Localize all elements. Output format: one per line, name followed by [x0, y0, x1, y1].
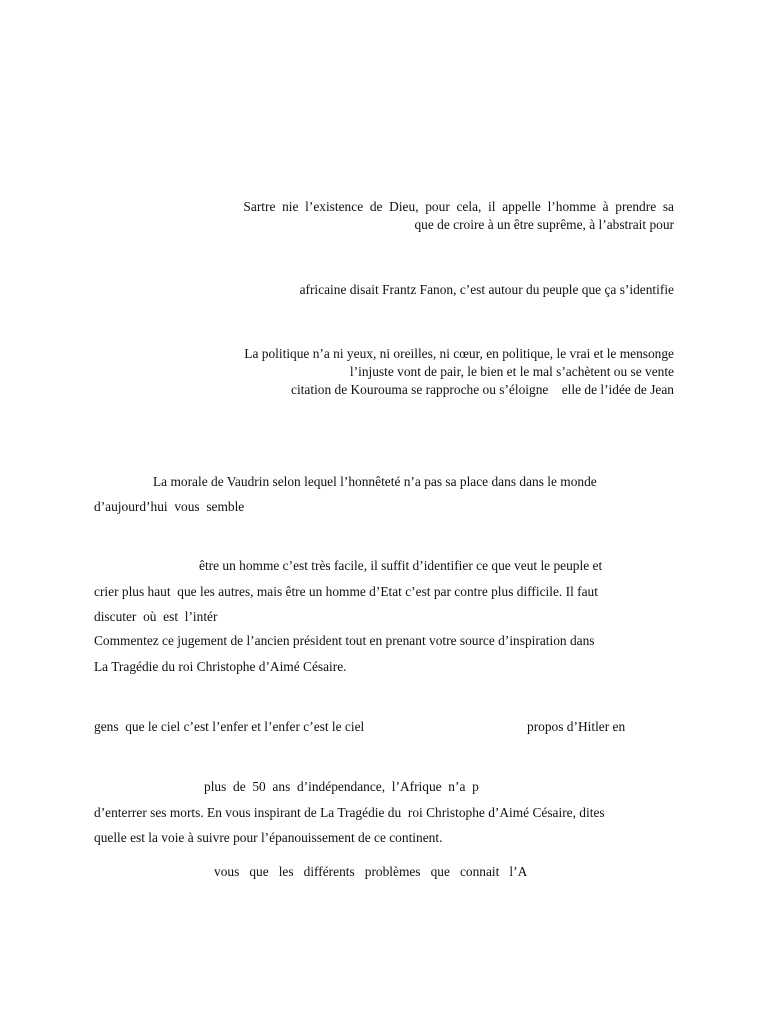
text-line: La politique n’a ni yeux, ni oreilles, ni cœur, en politique, le vrai et le mensonge [244, 346, 674, 361]
text-line: l’injuste vont de pair, le bien et le mal s’achètent ou se vente [349, 364, 674, 379]
text-line: africaine disait Frantz Fanon, c’est autour du peuple que ça s’identifie [299, 282, 674, 297]
text-line: discuter où est l’intér [94, 609, 218, 624]
text-line: quelle est la voie à suivre pour l’épanouissement de ce continent. [94, 830, 443, 845]
text-line: propos d’Hitler en [527, 719, 626, 734]
text-line: Commentez ce jugement de l’ancien président tout en prenant votre source d’inspiration dans [94, 633, 595, 648]
text-line: que de croire à un être suprême, à l’abstrait pour [414, 217, 674, 232]
text-line: La Tragédie du roi Christophe d’Aimé Césaire. [94, 659, 347, 674]
text-line: La morale de Vaudrin selon lequel l’honnêteté n’a pas sa place dans dans le monde [153, 474, 597, 489]
text-line: vous que les différents problèmes que connait l’A [214, 864, 528, 879]
text-line: d’aujourd’hui vous semble [94, 499, 245, 514]
text-line: crier plus haut que les autres, mais être un homme d’Etat c’est par contre plus difficile. Il faut [94, 584, 598, 599]
text-line: d’enterrer ses morts. En vous inspirant de La Tragédie du roi Christophe d’Aimé Césaire, dites [94, 805, 605, 820]
text-line: plus de 50 ans d’indépendance, l’Afrique n’a p [204, 779, 479, 794]
text-line: citation de Kourouma se rapproche ou s’éloigne elle de l’idée de Jean [291, 382, 674, 397]
text-line: gens que le ciel c’est l’enfer et l’enfer c’est le ciel [94, 719, 365, 734]
text-line: être un homme c’est très facile, il suffit d’identifier ce que veut le peuple et [199, 558, 603, 573]
text-line: Sartre nie l’existence de Dieu, pour cela, il appelle l’homme à prendre sa [243, 199, 674, 214]
